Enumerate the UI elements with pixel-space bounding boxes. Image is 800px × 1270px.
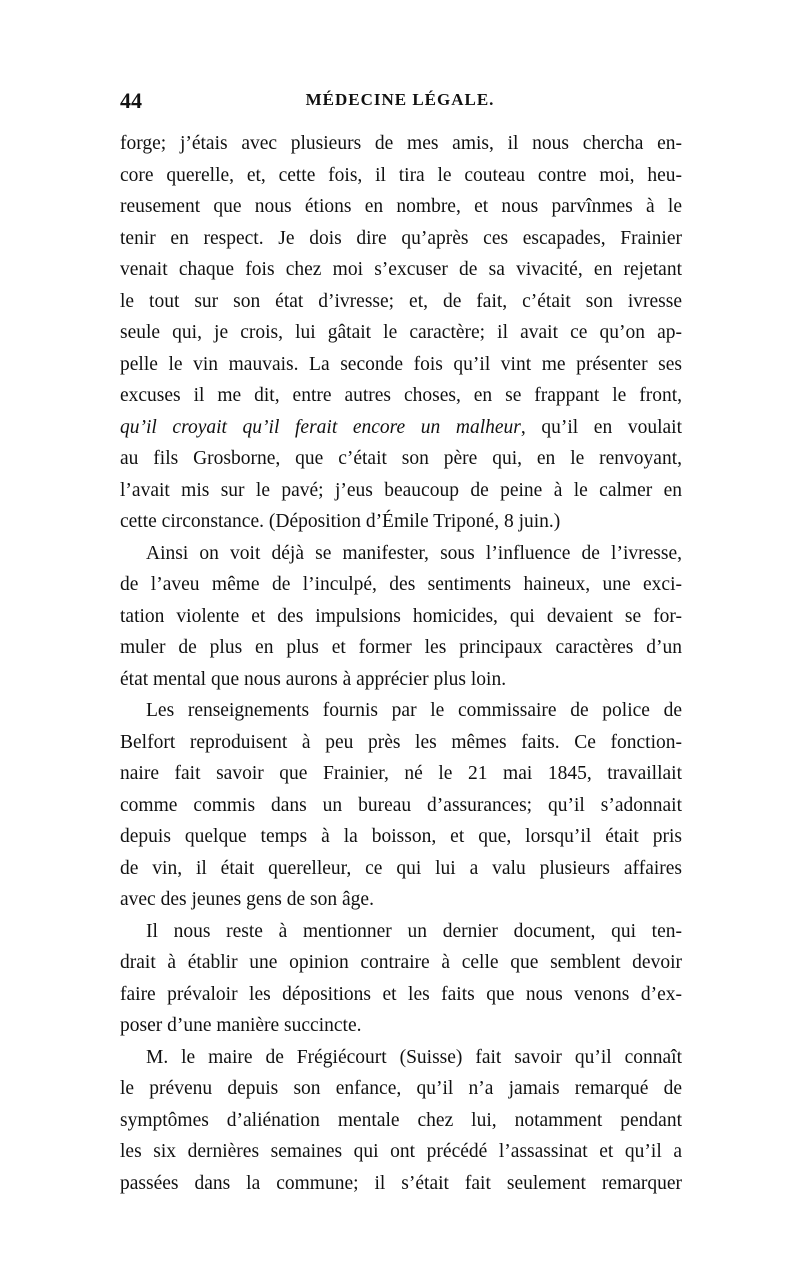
text-line: faire prévaloir les dépositions et les faits que nous venons d’ex-: [120, 983, 682, 1005]
running-title: MÉDECINE LÉGALE.: [305, 90, 495, 109]
text-line: tenir en respect. Je dois dire qu’après ces escapades, Frainier: [120, 227, 682, 249]
text-line: Belfort reproduisent à peu près les mêmes faits. Ce fonction-: [120, 731, 682, 753]
paragraph-start: Les renseignements fournis par le commissaire de police de: [146, 700, 682, 721]
text-line: symptômes d’aliénation mentale chez lui, notamment pendant: [120, 1109, 682, 1131]
text-line: tation violente et des impulsions homicides, qui devaient se for-: [120, 605, 682, 627]
text-line: pelle le vin mauvais. La seconde fois qu’il vint me présenter ses: [120, 353, 682, 375]
text-line: venait chaque fois chez moi s’excuser de sa vivacité, en rejetant: [120, 259, 682, 280]
text-line: excuses il me dit, entre autres choses, en se frappant le front,: [120, 385, 682, 406]
italic-quote: qu’il croyait qu’il ferait encore un malheur: [120, 416, 521, 438]
page-header: [120, 88, 680, 118]
text-line: comme commis dans un bureau d’assurances; qu’il s’adonnait: [120, 794, 682, 816]
text-line: état mental que nous aurons à apprécier plus loin.: [120, 668, 507, 690]
text-line: avec des jeunes gens de son âge.: [120, 889, 374, 910]
text-line: au fils Grosborne, que c’était son père qui, en le renvoyant,: [120, 448, 682, 469]
text-line: le prévenu depuis son enfance, qu’il n’a jamais remarqué de: [120, 1078, 682, 1099]
paragraph-start: M. le maire de Frégiécourt (Suisse) fait savoir qu’il connaît: [146, 1046, 682, 1068]
text-line: muler de plus en plus et former les principaux caractères d’un: [120, 637, 682, 658]
text-line: le tout sur son état d’ivresse; et, de fait, c’était son ivresse: [120, 290, 682, 312]
text-line: l’avait mis sur le pavé; j’eus beaucoup de peine à le calmer en: [120, 479, 682, 501]
text-line: de l’aveu même de l’inculpé, des sentiments haineux, une exci-: [120, 574, 682, 595]
text-line: drait à établir une opinion contraire à celle que semblent devoir: [120, 952, 682, 973]
text-line: les six dernières semaines qui ont précédé l’assassinat et qu’il a: [120, 1141, 682, 1162]
paragraph-start: Ainsi on voit déjà se manifester, sous l’influence de l’ivresse,: [146, 542, 682, 564]
paragraph-start: Il nous reste à mentionner un dernier document, qui ten-: [146, 920, 682, 942]
text-line: cette circonstance. (Déposition d’Émile Triponé, 8 juin.): [120, 511, 561, 532]
body-text: [120, 128, 682, 1199]
text-fragment: , qu’il en voulait: [520, 416, 682, 438]
text-line: naire fait savoir que Frainier, né le 21 mai 1845, travaillait: [120, 763, 682, 784]
text-line: seule qui, je crois, lui gâtait le caractère; il avait ce qu’on ap-: [120, 322, 682, 343]
text-line: core querelle, et, cette fois, il tira le couteau contre moi, heu-: [120, 164, 682, 186]
text-line: de vin, il était querelleur, ce qui lui a valu plusieurs affaires: [120, 857, 682, 879]
text-line: poser d’une manière succincte.: [120, 1015, 362, 1036]
page-number: 44: [120, 88, 142, 113]
text-line: depuis quelque temps à la boisson, et que, lorsqu’il était pris: [120, 826, 682, 847]
text-line: reusement que nous étions en nombre, et nous parvînmes à le: [120, 196, 682, 217]
text-line: [120, 412, 682, 444]
text-line: passées dans la commune; il s’était fait seulement remarquer: [120, 1172, 682, 1194]
text-line: forge; j’étais avec plusieurs de mes amis, il nous chercha en-: [120, 133, 682, 154]
